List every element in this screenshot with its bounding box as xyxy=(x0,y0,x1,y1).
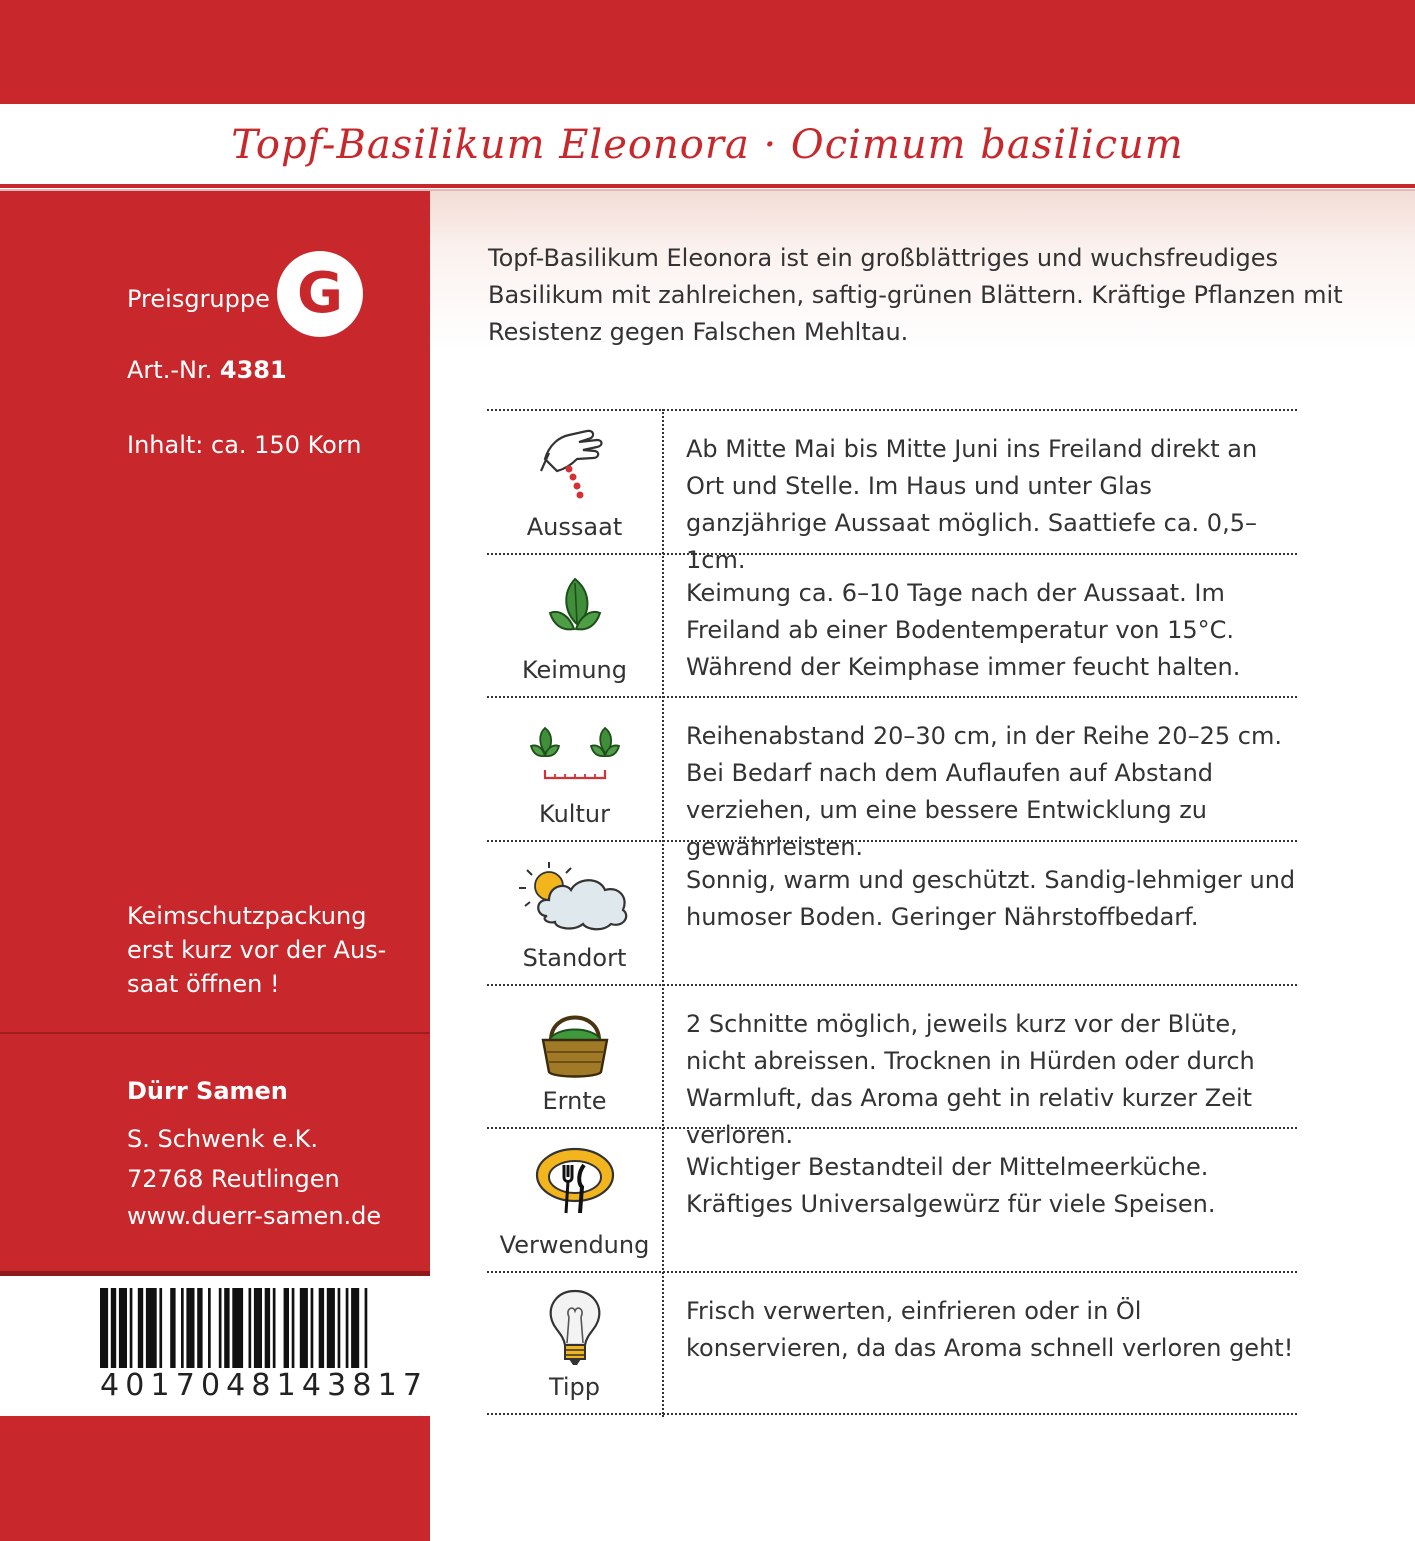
sprout-icon xyxy=(540,569,610,649)
barcode-bar xyxy=(346,1288,349,1368)
barcode-bar xyxy=(181,1288,184,1368)
barcode-bar xyxy=(208,1288,211,1368)
table-row xyxy=(487,696,1297,862)
row-label: Kultur xyxy=(539,800,610,829)
company-city: 72768 Reutlingen xyxy=(127,1165,340,1193)
barcode-bar xyxy=(292,1288,295,1368)
row-icon-cell xyxy=(487,1129,662,1271)
table-row xyxy=(487,840,1297,984)
row-icon-cell xyxy=(487,842,662,984)
barcode-bar xyxy=(100,1288,108,1368)
barcode-bar xyxy=(219,1288,222,1368)
barcode-bar xyxy=(232,1288,243,1368)
barcode-bar xyxy=(338,1288,341,1368)
row-text: Frisch verwerten, einfrieren oder in Öl konservieren, da das Aroma schnell verloren geht! xyxy=(686,1297,1294,1363)
company-website: www.duerr-samen.de xyxy=(127,1202,382,1230)
table-row xyxy=(487,553,1297,697)
barcode-digit: 3 xyxy=(327,1368,347,1403)
row-icon-cell xyxy=(487,555,662,697)
row-text: Reihenabstand 20–30 cm, in der Reihe 20–25 cm. Bei Bedarf nach dem Auflaufen auf Abstand verziehen, um eine bessere Entwicklung zu gewährleisten. xyxy=(686,722,1282,862)
info-table xyxy=(487,409,1297,1415)
barcode xyxy=(0,1276,430,1416)
row-icon-cell xyxy=(487,411,662,553)
barcode-digit: 7 xyxy=(175,1368,195,1403)
barcode-bar xyxy=(119,1288,127,1368)
row-label: Keimung xyxy=(521,656,627,685)
barcode-digit: 4 xyxy=(301,1368,321,1403)
barcode-bar xyxy=(311,1288,314,1368)
barcode-bar xyxy=(111,1288,116,1368)
barcode-bar xyxy=(319,1288,324,1368)
barcode-bar xyxy=(249,1288,252,1368)
table-row xyxy=(487,984,1297,1149)
barcode-bar xyxy=(327,1288,335,1368)
price-group-badge: G xyxy=(277,251,363,337)
row-text: Wichtiger Bestandteil der Mittelmeerküche. Kräftiges Universalgewürz für viele Speisen. xyxy=(686,1153,1216,1219)
barcode-bar xyxy=(186,1288,194,1368)
sun-cloud-icon xyxy=(513,856,637,936)
title-rule xyxy=(0,184,1415,188)
barcode-digit: 4 xyxy=(226,1368,246,1403)
contents: Inhalt: ca. 150 Korn xyxy=(127,431,362,459)
barcode-digit: 7 xyxy=(402,1368,422,1403)
company-name: Dürr Samen xyxy=(127,1077,288,1105)
barcode-digit: 8 xyxy=(352,1368,372,1403)
row-label: Ernte xyxy=(542,1087,607,1116)
barcode-bar xyxy=(284,1288,289,1368)
table-row xyxy=(487,1271,1297,1415)
barcode-digit: 0 xyxy=(200,1368,221,1403)
barcode-digit: 1 xyxy=(276,1368,296,1403)
row-label: Verwendung xyxy=(499,1231,650,1260)
intro-text: Topf-Basilikum Eleonora ist ein großblättriges und wuchsfreudiges Basilikum mit zahlreichen, saftig-grünen Blättern. Kräftige Pflanzen mit Resistenz gegen Falschen Mehltau. xyxy=(488,244,1343,346)
article-number xyxy=(127,356,287,384)
company-owner: S. Schwenk e.K. xyxy=(127,1125,319,1153)
light-bulb-icon xyxy=(543,1287,607,1371)
barcode-bar xyxy=(351,1288,359,1368)
barcode-bar xyxy=(300,1288,308,1368)
row-label: Tipp xyxy=(548,1372,601,1401)
table-row xyxy=(487,1127,1297,1271)
sowing-hand-icon xyxy=(535,425,615,507)
barcode-digit: 1 xyxy=(150,1368,170,1403)
barcode-bar xyxy=(224,1288,229,1368)
row-label: Standort xyxy=(522,943,627,972)
row-text: 2 Schnitte möglich, jeweils kurz vor der Blüte, nicht abreissen. Trocknen in Hürden oder durch Warmluft, das Aroma geht in relativ kurzer Zeit verloren. xyxy=(686,1009,1255,1149)
article-number-value: 4381 xyxy=(219,356,287,384)
sidebar-divider xyxy=(0,1032,430,1034)
product-title: Topf-Basilikum Eleonora · Ocimum basilicum xyxy=(231,122,1184,168)
barcode-bar xyxy=(138,1288,143,1368)
barcode-digit: 1 xyxy=(377,1368,397,1403)
barcode-bar xyxy=(273,1288,276,1368)
row-text: Ab Mitte Mai bis Mitte Juni ins Freiland direkt an Ort und Stelle. Im Haus und unter Glas ganzjährige Aussaat möglich. Saattiefe ca. 0,5–1cm. xyxy=(686,435,1258,574)
barcode-bar xyxy=(254,1288,262,1368)
row-text: Keimung ca. 6–10 Tage nach der Aussaat. Im Freiland ab einer Bodentemperatur von 15°C. Während der Keimphase immer feucht halten. xyxy=(686,578,1241,681)
barcode-bar xyxy=(130,1288,133,1368)
barcode-bar xyxy=(265,1288,270,1368)
spacing-plants-icon xyxy=(525,712,625,792)
barcode-bar xyxy=(146,1288,157,1368)
row-label: Aussaat xyxy=(526,512,623,541)
barcode-bar xyxy=(170,1288,175,1368)
storage-notice: Keimschutzpackung erst kurz vor der Aus-saat öffnen ! xyxy=(127,902,387,998)
row-text: Sonnig, warm und geschützt. Sandig-lehmiger und humoser Boden. Geringer Nährstoffbedarf. xyxy=(686,866,1296,932)
harvest-basket-icon xyxy=(537,1000,613,1082)
row-icon-cell xyxy=(487,986,662,1128)
barcode-digit: 8 xyxy=(251,1368,271,1403)
price-group-label: Preisgruppe xyxy=(127,285,270,313)
row-icon-cell xyxy=(487,1273,662,1413)
top-band xyxy=(0,0,1415,104)
article-number-label: Art.-Nr. xyxy=(127,356,213,384)
row-icon-cell xyxy=(487,698,662,840)
table-row xyxy=(487,409,1297,574)
barcode-bars xyxy=(100,1288,422,1372)
barcode-bar xyxy=(365,1288,368,1368)
barcode-digit: 4 xyxy=(100,1368,120,1403)
barcode-bar xyxy=(159,1288,162,1368)
plate-cutlery-icon xyxy=(532,1143,618,1225)
barcode-digit: 0 xyxy=(125,1368,145,1403)
barcode-bar xyxy=(197,1288,202,1368)
barcode-digits xyxy=(100,1368,422,1403)
